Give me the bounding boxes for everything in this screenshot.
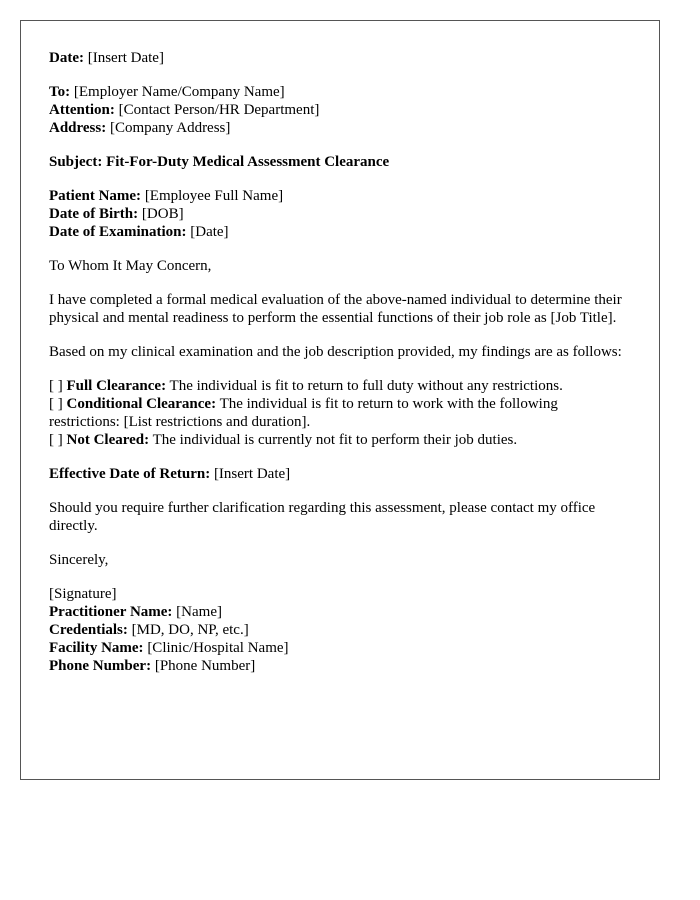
patient-name-line [49,187,631,205]
dob-label: Date of Birth: [49,206,139,222]
address-value: [Company Address] [109,120,231,136]
recipient-block [49,83,631,137]
date-label: Date: [49,50,84,66]
exam-date-line [49,223,631,241]
practitioner-label: Practitioner Name: [49,604,173,620]
phone-value: [Phone Number] [154,658,256,674]
dob-value: [DOB] [141,206,184,222]
clearance-letter [20,20,660,780]
option-label: Full Clearance: [66,378,167,394]
exam-date-value: [Date] [190,224,229,240]
effective-date-label: Effective Date of Return: [49,466,211,482]
patient-name-value: [Employee Full Name] [144,188,284,204]
option-label: Conditional Clearance: [66,396,217,412]
attention-value: [Contact Person/HR Department] [118,102,320,118]
to-line [49,83,631,101]
facility-line [49,639,631,657]
practitioner-line [49,603,631,621]
option-text: The individual is currently not fit to perform their job duties. [152,432,518,448]
intro-block [49,291,631,327]
sign-off: Sincerely, [49,552,109,568]
greeting: To Whom It May Concern, [49,258,212,274]
subject-block [49,153,631,171]
option-label: Not Cleared: [66,432,150,448]
patient-block [49,187,631,241]
date-block [49,49,631,67]
credentials-value: [MD, DO, NP, etc.] [131,622,249,638]
closing-note-block [49,499,631,535]
option-not-cleared [49,431,631,449]
date-line [49,49,631,67]
attention-label: Attention: [49,102,115,118]
to-label: To: [49,84,71,100]
sign-off-block [49,551,631,569]
facility-value: [Clinic/Hospital Name] [147,640,289,656]
dob-line [49,205,631,223]
option-text: The individual is fit to return to full duty without any restrictions. [169,378,563,394]
effective-date-value: [Insert Date] [213,466,291,482]
subject-line: Subject: Fit-For-Duty Medical Assessment Clearance [49,154,390,170]
signature-block [49,585,631,675]
closing-note: Should you require further clarification regarding this assessment, please contact my office directly. [49,500,596,534]
option-checkbox: [ ] [49,396,63,412]
option-text: The individual is fit to return to work with the following restrictions: [List restrictions and duration]. [49,396,558,430]
phone-line [49,657,631,675]
findings-intro-block [49,343,631,361]
greeting-block [49,257,631,275]
option-checkbox: [ ] [49,378,63,394]
intro-paragraph: I have completed a formal medical evaluation of the above-named individual to determine their physical and mental readiness to perform the essential functions of their job role as [Job Title]. [49,292,622,326]
address-line [49,119,631,137]
practitioner-value: [Name] [176,604,222,620]
signature-placeholder: [Signature] [49,586,117,602]
address-label: Address: [49,120,107,136]
option-conditional-clearance [49,395,631,431]
facility-label: Facility Name: [49,640,144,656]
credentials-line [49,621,631,639]
effective-date-line [49,465,631,483]
to-value: [Employer Name/Company Name] [73,84,285,100]
effective-date-block [49,465,631,483]
findings-intro-paragraph: Based on my clinical examination and the job description provided, my findings are as follows: [49,344,622,360]
patient-name-label: Patient Name: [49,188,142,204]
option-checkbox: [ ] [49,432,63,448]
option-full-clearance [49,377,631,395]
date-value: [Insert Date] [87,50,164,66]
phone-label: Phone Number: [49,658,152,674]
credentials-label: Credentials: [49,622,128,638]
exam-date-label: Date of Examination: [49,224,187,240]
clearance-options [49,377,631,449]
attention-line [49,101,631,119]
